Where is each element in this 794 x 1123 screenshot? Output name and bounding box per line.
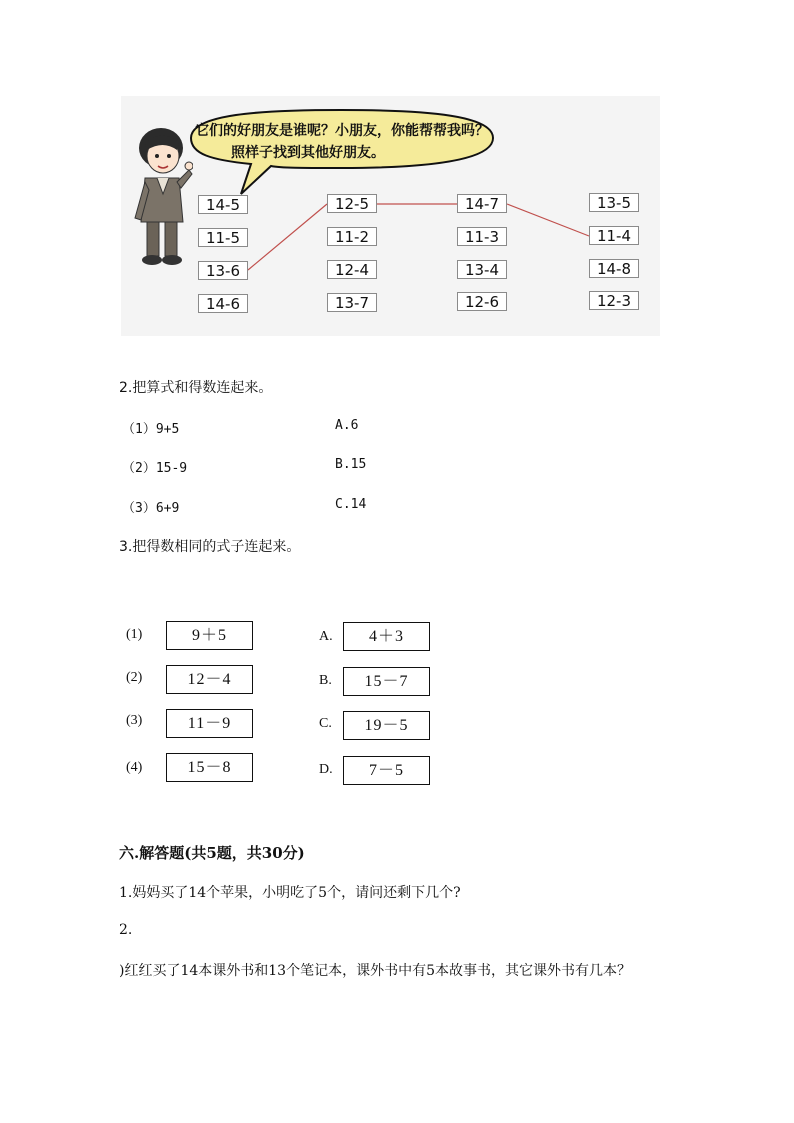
connector-line — [507, 204, 589, 236]
q3-left-box: 12－4 — [166, 665, 253, 694]
question-3-title: 3.把得数相同的式子连起来。 — [119, 539, 301, 555]
equation-box: 12-3 — [589, 291, 639, 310]
q2-right-item: C.14 — [335, 497, 367, 512]
q3-left-label: (2) — [126, 670, 143, 685]
equation-box: 13-5 — [589, 193, 639, 212]
q3-left-label: (3) — [126, 713, 143, 728]
equation-box: 11-3 — [457, 227, 507, 246]
section-6-question-1: 1.妈妈买了14个苹果，小明吃了5个，请问还剩下几个? — [119, 885, 461, 901]
section-6-title: 六.解答题(共5题，共30分) — [119, 844, 305, 862]
equation-box: 14-6 — [198, 294, 248, 313]
q3-left-box: 11－9 — [166, 709, 253, 738]
q3-left-label: (4) — [126, 760, 143, 775]
bubble-line-2: 照样子找到其他好朋友。 — [231, 145, 385, 161]
q3-right-label: A. — [319, 629, 333, 644]
q2-left-item: （3）6+9 — [122, 501, 180, 516]
connector-line — [248, 204, 327, 270]
equation-box: 14-5 — [198, 195, 248, 214]
section-6-question-2-text: )红红买了14本课外书和13个笔记本，课外书中有5本故事书，其它课外书有几本？ — [119, 963, 631, 979]
equation-box: 13-7 — [327, 293, 377, 312]
q3-right-box: 15－7 — [343, 667, 430, 696]
equation-box: 13-6 — [198, 261, 248, 280]
bubble-line-1: 它们的好朋友是谁呢？小朋友，你能帮帮我吗？ — [195, 123, 489, 139]
section-6-question-2-number: 2. — [119, 922, 133, 938]
equation-box: 11-4 — [589, 226, 639, 245]
equation-box: 14-8 — [589, 259, 639, 278]
q2-left-item: （1）9+5 — [122, 422, 180, 437]
q2-right-item: B.15 — [335, 457, 367, 472]
q3-right-label: B. — [319, 673, 332, 688]
q3-right-box: 4＋3 — [343, 622, 430, 651]
q2-right-item: A.6 — [335, 418, 359, 433]
q2-left-item: （2）15-9 — [122, 461, 188, 476]
equation-box: 11-2 — [327, 227, 377, 246]
equation-box: 12-5 — [327, 194, 377, 213]
q3-left-label: (1) — [126, 627, 143, 642]
equation-box: 12-4 — [327, 260, 377, 279]
q3-right-box: 7－5 — [343, 756, 430, 785]
equation-box: 12-6 — [457, 292, 507, 311]
q3-left-box: 9＋5 — [166, 621, 253, 650]
question-2-title: 2.把算式和得数连起来。 — [119, 380, 273, 396]
q3-right-label: C. — [319, 716, 332, 731]
q3-right-box: 19－5 — [343, 711, 430, 740]
equation-box: 14-7 — [457, 194, 507, 213]
friends-figure — [121, 96, 660, 336]
q3-left-box: 15－8 — [166, 753, 253, 782]
equation-box: 11-5 — [198, 228, 248, 247]
equation-box: 13-4 — [457, 260, 507, 279]
q3-right-label: D. — [319, 762, 333, 777]
